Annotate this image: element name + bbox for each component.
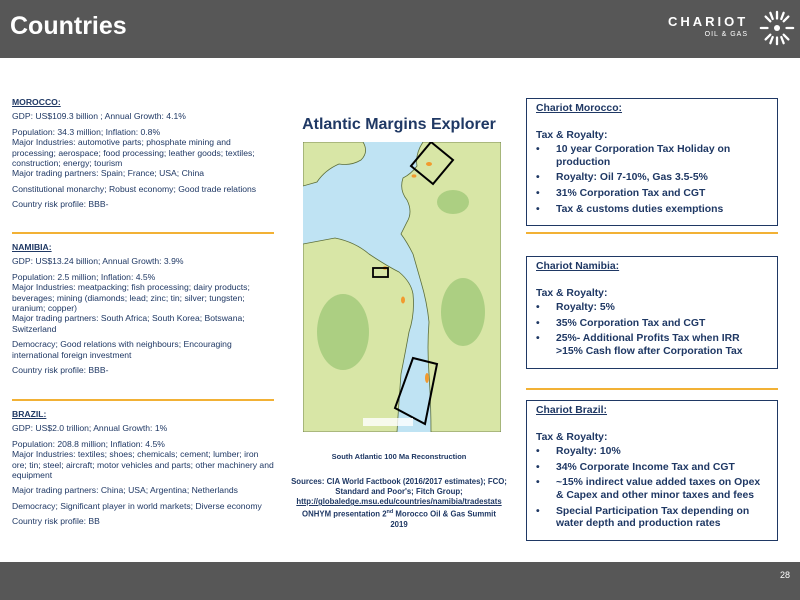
country-industries: Major Industries: meatpacking; fish processing; dairy products; beverages; mining (diamonds; lead; zinc; tin; silver; tungsten; uranium; copper)	[12, 282, 250, 314]
box-item-text: Tax & customs duties exemptions	[556, 203, 724, 215]
map-title: Atlantic Margins Explorer	[302, 116, 496, 133]
box-item-text: ~15% indirect value added taxes on Opex & Capex and other minor taxes and fees	[556, 477, 761, 501]
footer-bar	[0, 562, 800, 600]
bullet-icon: •	[536, 172, 540, 184]
bullet-icon: •	[536, 302, 540, 314]
country-trading-partners: Major trading partners: China; USA; Argentina; Netherlands	[12, 485, 238, 496]
country-politics: Constitutional monarchy; Robust economy; Good trade relations	[12, 183, 257, 194]
box-item-text: 34% Corporate Income Tax and CGT	[556, 461, 735, 473]
box-list-item	[536, 172, 768, 185]
bullet-icon: •	[536, 446, 540, 458]
box-item-text: Royalty: 10%	[556, 446, 621, 458]
box-list-item	[536, 446, 768, 459]
box-item-text: Special Participation Tax depending on water depth and production rates	[556, 505, 750, 530]
box-list-item	[536, 333, 768, 358]
country-trading-partners: Major trading partners: South Africa; South Korea; Botswana; Switzerland	[12, 313, 245, 334]
box-title: Chariot Brazil:	[536, 405, 608, 416]
country-morocco	[12, 97, 274, 210]
bullet-icon: •	[536, 505, 540, 517]
box-item-text: 35% Corporation Tax and CGT	[556, 317, 706, 329]
logo-subtitle: OIL & GAS	[704, 31, 748, 38]
country-risk-profile: Country risk profile: BBB-	[12, 365, 109, 376]
box-item-text: 10 year Corporation Tax Holiday on production	[556, 144, 731, 168]
country-politics: Democracy; Significant player in world markets; Diverse economy	[12, 500, 262, 511]
box-list-item	[536, 318, 768, 331]
page-title: Countries	[10, 12, 127, 40]
bullet-icon: •	[536, 187, 540, 199]
sources-note	[284, 477, 514, 530]
map-caption: South Atlantic 100 Ma Reconstruction	[331, 452, 467, 461]
country-gdp: GDP: US$13.24 billion; Annual Growth: 3.9%	[12, 256, 184, 267]
logo-name: CHARIOT	[668, 14, 749, 29]
country-politics: Democracy; Good relations with neighbours; Encouraging international foreign investment	[12, 339, 232, 360]
country-namibia	[12, 242, 274, 375]
box-list-item	[536, 188, 768, 201]
section-divider	[12, 399, 274, 401]
box-subtitle: Tax & Royalty:	[536, 431, 608, 443]
chariot-morocco-box	[526, 98, 778, 226]
country-risk-profile: Country risk profile: BBB-	[12, 199, 109, 210]
country-gdp: GDP: US$109.3 billion ; Annual Growth: 4.1%	[12, 111, 186, 122]
box-list-item	[536, 506, 768, 531]
box-list-item	[536, 144, 768, 169]
bullet-icon: •	[536, 461, 540, 473]
sources-link[interactable]: http://globaledge.msu.edu/countries/namibia/tradestats	[296, 497, 502, 506]
bullet-icon: •	[536, 333, 540, 345]
country-industries: Major Industries: textiles; shoes; chemicals; cement; lumber; iron ore; tin; steel; aircraft; motor vehicles and parts; other machinery and equipment	[12, 449, 274, 481]
section-divider	[12, 232, 274, 234]
bullet-icon: •	[536, 203, 540, 215]
scale-bar	[363, 418, 413, 426]
box-subtitle: Tax & Royalty:	[536, 287, 608, 299]
box-item-text: 31% Corporation Tax and CGT	[556, 187, 706, 199]
sources-line: Sources: CIA World Factbook (2016/2017 estimates); FCO; Standard and Poor's; Fitch Group;	[291, 477, 507, 496]
box-list-item	[536, 462, 768, 475]
box-title: Chariot Morocco:	[536, 103, 623, 114]
box-list-item	[536, 302, 768, 315]
country-name: BRAZIL:	[12, 409, 47, 419]
country-name: MOROCCO:	[12, 97, 61, 107]
country-trading-partners: Major trading partners: Spain; France; USA; China	[12, 168, 205, 179]
box-divider	[526, 388, 778, 390]
box-subtitle: Tax & Royalty:	[536, 129, 608, 141]
chariot-wheel-icon	[758, 8, 796, 48]
company-logo	[668, 14, 748, 38]
country-population: Population: 2.5 million; Inflation: 4.5%	[12, 271, 156, 282]
box-item-text: 25%- Additional Profits Tax when IRR >15% Cash flow after Corporation Tax	[556, 333, 743, 357]
box-item-text: Royalty: Oil 7-10%, Gas 3.5-5%	[556, 172, 708, 184]
box-list-item	[536, 477, 768, 502]
bullet-icon: •	[536, 317, 540, 329]
box-item-text: Royalty: 5%	[556, 302, 615, 314]
sources-line: ONHYM presentation 2nd Morocco Oil & Gas Summit	[302, 509, 496, 519]
country-population: Population: 34.3 million; Inflation: 0.8%	[12, 126, 161, 137]
country-population: Population: 208.8 million; Inflation: 4.5%	[12, 438, 165, 449]
sources-line: 2019	[390, 519, 408, 529]
bullet-icon: •	[536, 144, 540, 156]
country-gdp: GDP: US$2.0 trillion; Annual Growth: 1%	[12, 423, 168, 434]
header-bar	[0, 0, 800, 58]
country-name: NAMIBIA:	[12, 242, 52, 252]
country-risk-profile: Country risk profile: BB	[12, 516, 100, 527]
page-number: 28	[779, 570, 790, 580]
reconstruction-map	[303, 142, 501, 432]
country-industries: Major Industries: automotive parts; phosphate mining and processing; aerospace; food processing; leather goods; textiles; construction; energy; tourism	[12, 137, 255, 169]
box-divider	[526, 232, 778, 234]
chariot-brazil-box	[526, 400, 778, 541]
country-brazil	[12, 409, 274, 527]
chariot-namibia-box	[526, 256, 778, 369]
bullet-icon: •	[536, 477, 540, 489]
box-list-item	[536, 204, 768, 217]
box-title: Chariot Namibia:	[536, 261, 620, 272]
